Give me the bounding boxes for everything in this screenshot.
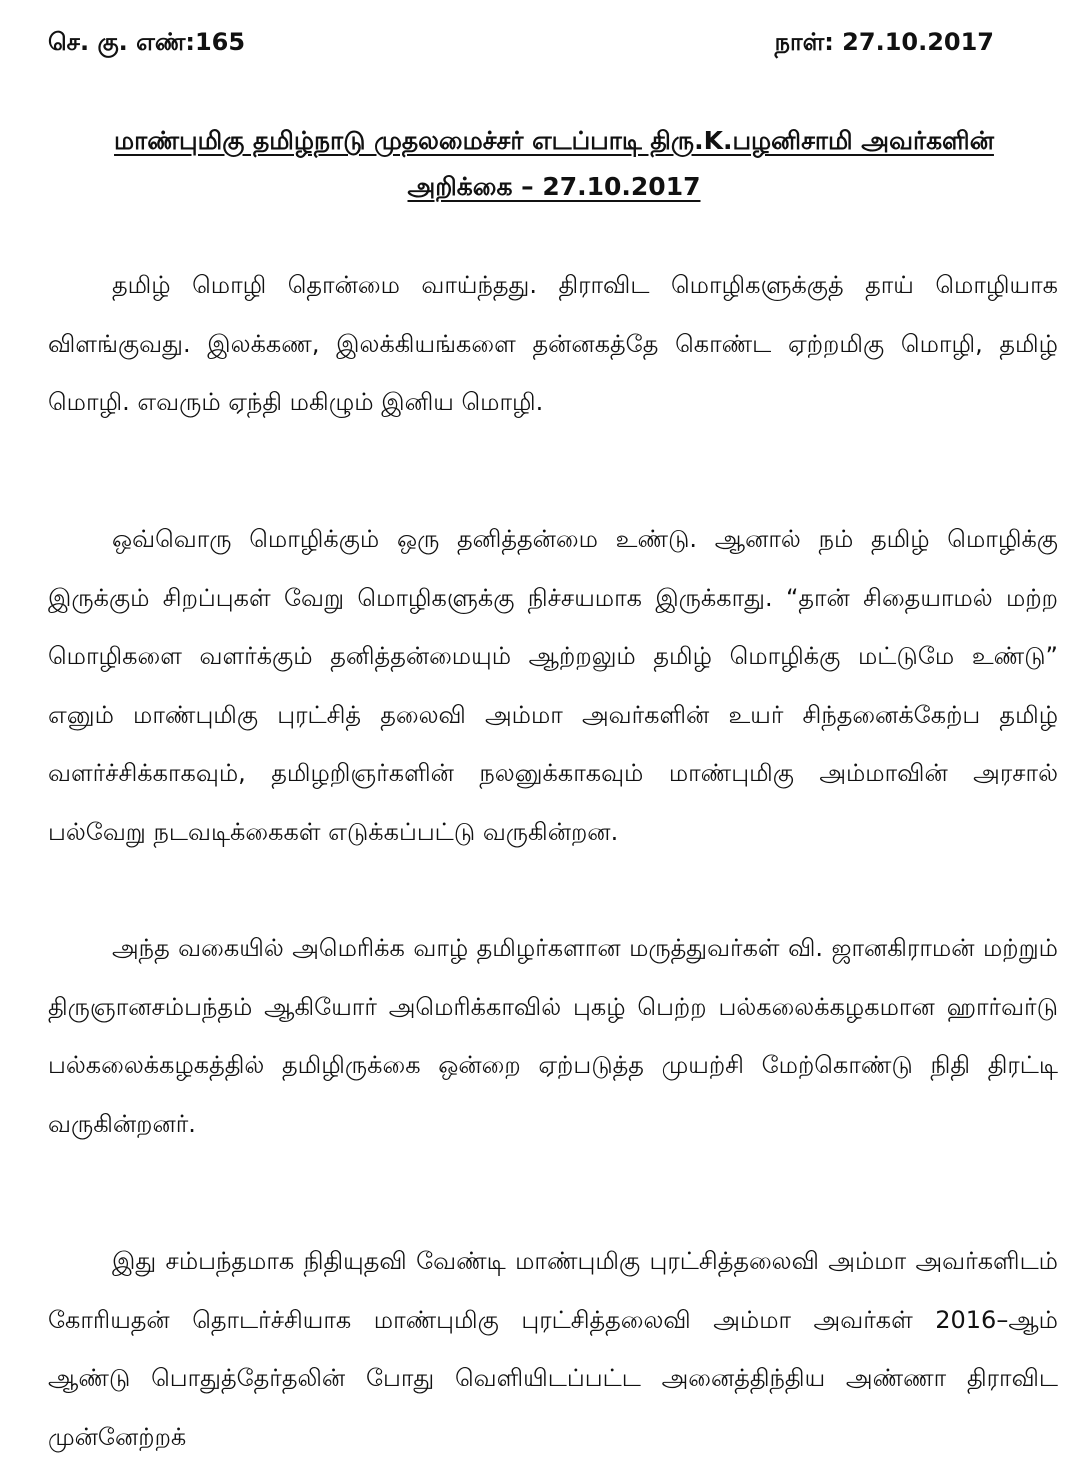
paragraph-text: ஒவ்வொரு மொழிக்கும் ஒரு தனித்தன்மை உண்டு. ஆனால் நம் தமிழ் மொழிக்கு இருக்கும் சிறப்புகள் வேறு மொழிகளுக்கு நிச்சயமாக இருக்காது. “தான் சிதையாமல் மற்ற மொழிகளை வளர்க்கும் தனித்தன்மையும் ஆற்றலும் தமிழ் மொழிக்கு மட்டுமே உண்டு” எனும் மாண்புமிகு புரட்சித் தலைவி அம்மா அவர்களின் உயர் சிந்தனைக்கேற்ப தமிழ் வளர்ச்சிக்காகவும், தமிழறிஞர்களின் நலனுக்காகவும் மாண்புமிகு அம்மாவின் அரசால் பல்வேறு நடவடிக்கைகள் எடுக்கப்பட்டு வருகின்றன. — [48, 525, 1058, 846]
paragraph-1 — [48, 256, 1058, 432]
paragraph-2 — [48, 510, 1058, 861]
title-line-1: மாண்புமிகு தமிழ்நாடு முதலமைச்சர் எடப்பாடி திரு.K.பழனிசாமி அவர்களின் — [114, 126, 994, 155]
paragraph-text: அந்த வகையில் அமெரிக்க வாழ் தமிழர்களான மருத்துவர்கள் வி. ஜானகிராமன் மற்றும் திருஞானசம்பந்தம் ஆகியோர் அமெரிக்காவில் புகழ் பெற்ற பல்கலைக்கழகமான ஹார்வர்டு பல்கலைக்கழகத்தில் தமிழிருக்கை ஒன்றை ஏற்படுத்த முயற்சி மேற்கொண்டு நிதி திரட்டி வருகின்றனர். — [48, 934, 1058, 1138]
title-line-2: அறிக்கை – 27.10.2017 — [407, 172, 701, 201]
paragraph-text: இது சம்பந்தமாக நிதியுதவி வேண்டி மாண்புமிகு புரட்சித்தலைவி அம்மா அவர்களிடம் கோரியதன் தொடர்ச்சியாக மாண்புமிகு புரட்சித்தலைவி அம்மா அவர்கள் 2016–ஆம் ஆண்டு பொதுத்தேர்தலின் போது வெளியிடப்பட்ட அனைத்திந்திய அண்ணா திராவிட முன்னேற்றக் — [48, 1247, 1058, 1451]
reference-number: செ. கு. எண்:165 — [48, 28, 246, 56]
paragraph-3 — [48, 919, 1058, 1153]
paragraph-4 — [48, 1232, 1058, 1466]
document-title — [40, 118, 1068, 210]
paragraph-text: தமிழ் மொழி தொன்மை வாய்ந்தது. திராவிட மொழிகளுக்குத் தாய் மொழியாக விளங்குவது. இலக்கண, இலக்கியங்களை தன்னகத்தே கொண்ட ஏற்றமிகு மொழி, தமிழ் மொழி. எவரும் ஏந்தி மகிழும் இனிய மொழி. — [48, 271, 1058, 416]
document-date: நாள்: 27.10.2017 — [774, 28, 994, 56]
